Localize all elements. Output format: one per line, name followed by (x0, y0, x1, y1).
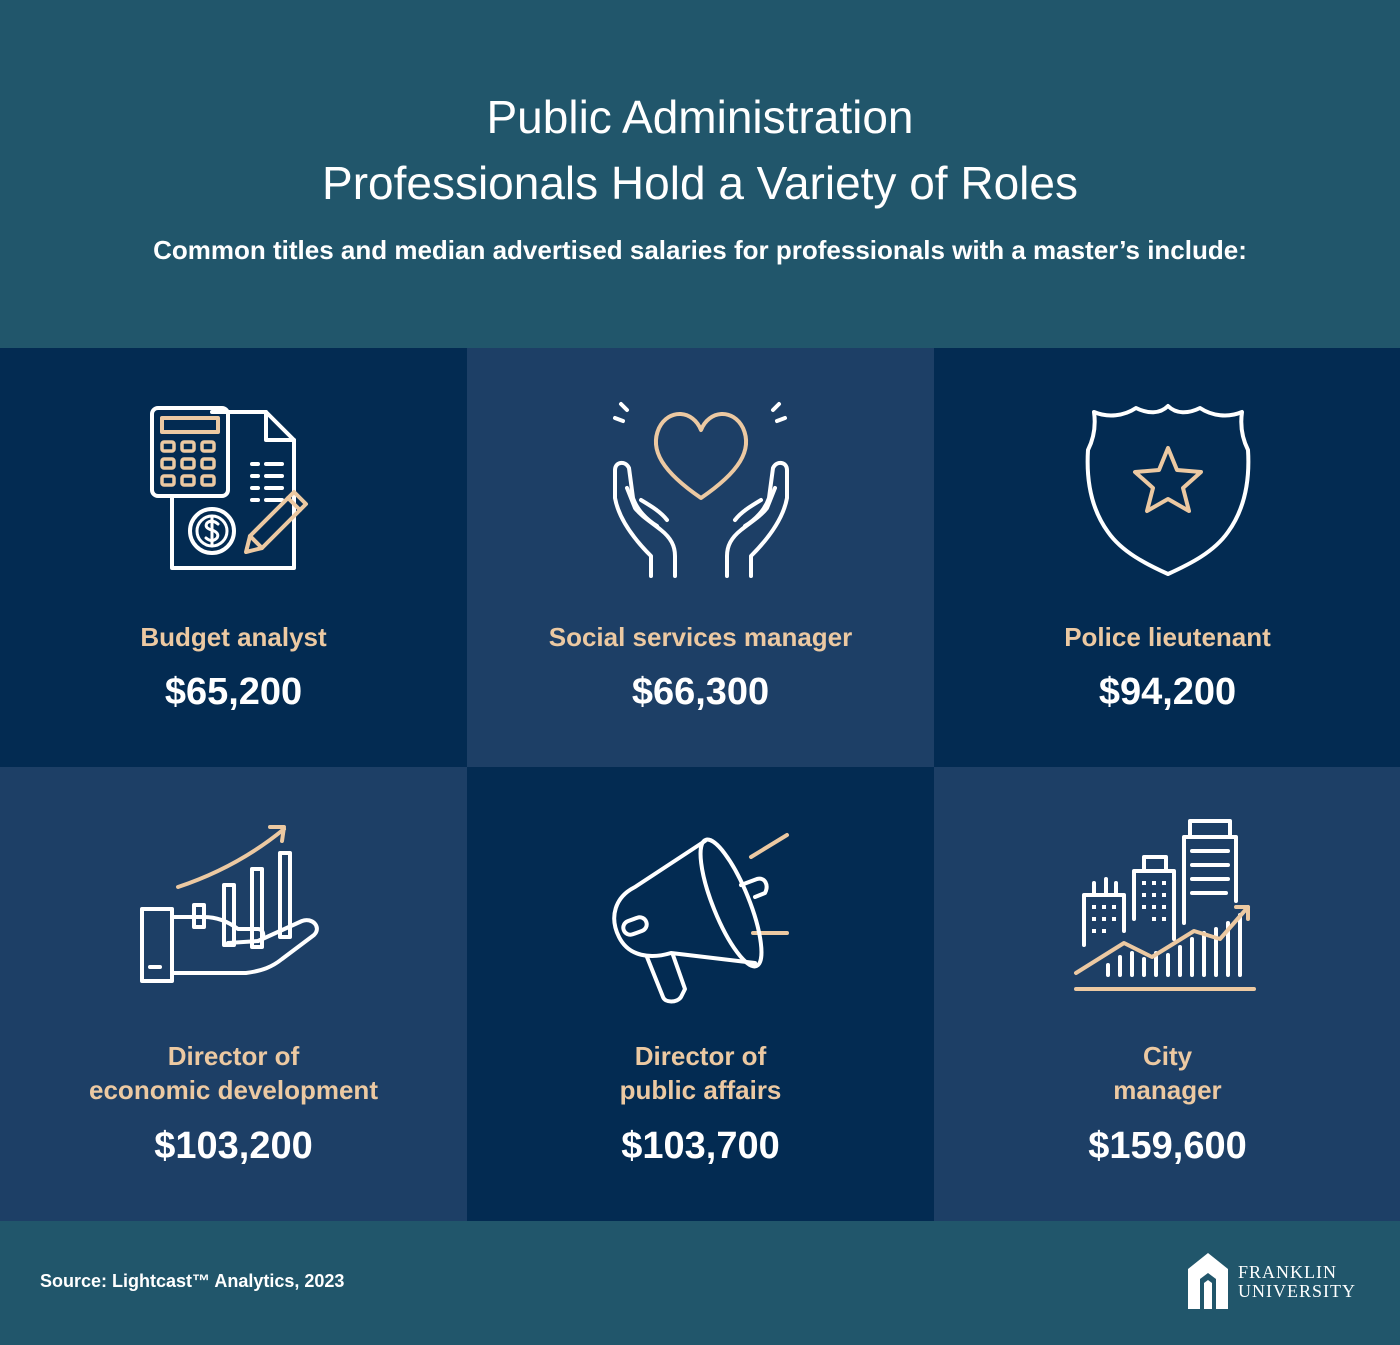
role-salary: $103,700 (621, 1125, 780, 1167)
franklin-university-logo (1184, 1249, 1374, 1313)
logo-text-line1: FRANKLIN (1238, 1262, 1338, 1282)
role-salary: $94,200 (1098, 671, 1237, 713)
franklin-logo-mark-icon (1184, 1249, 1232, 1311)
roles-grid (0, 348, 1400, 1221)
megaphone-icon (601, 815, 801, 1005)
logo-text-line2: UNIVERSITY (1238, 1281, 1356, 1301)
role-title-line1: City (1142, 1041, 1193, 1071)
role-title: Social services manager (548, 622, 853, 652)
police-badge-icon (1068, 398, 1268, 578)
page-subtitle: Common titles and median advertised salaries for professionals with a master’s include: (153, 235, 1247, 265)
city-growth-icon (1068, 815, 1268, 1005)
role-card-director-economic-development (0, 767, 467, 1221)
role-card-director-public-affairs (467, 767, 934, 1221)
role-title-line2: economic development (89, 1075, 378, 1105)
role-salary: $103,200 (154, 1125, 313, 1167)
heart-hands-icon (601, 394, 801, 584)
hand-growth-chart-icon (134, 817, 334, 997)
role-card-police-lieutenant (934, 348, 1400, 767)
role-title: Budget analyst (140, 622, 327, 652)
page-title (0, 84, 1400, 216)
role-title-line2: manager (1113, 1075, 1222, 1105)
page-title-line1: Public Administration (486, 91, 914, 143)
header (0, 0, 1400, 348)
role-card-social-services-manager (467, 348, 934, 767)
role-salary: $65,200 (164, 671, 303, 713)
role-title-line1: Director of (167, 1041, 300, 1071)
role-title: Police lieutenant (1064, 622, 1271, 652)
footer (0, 1221, 1400, 1345)
role-salary: $159,600 (1088, 1125, 1247, 1167)
role-salary: $66,300 (631, 671, 770, 713)
role-card-city-manager (934, 767, 1400, 1221)
source-citation: Source: Lightcast™ Analytics, 2023 (40, 1271, 345, 1291)
calculator-document-icon (134, 400, 334, 580)
page-title-line2: Professionals Hold a Variety of Roles (322, 157, 1078, 209)
role-title-line1: Director of (634, 1041, 767, 1071)
role-card-budget-analyst (0, 348, 467, 767)
role-title-line2: public affairs (619, 1075, 782, 1105)
